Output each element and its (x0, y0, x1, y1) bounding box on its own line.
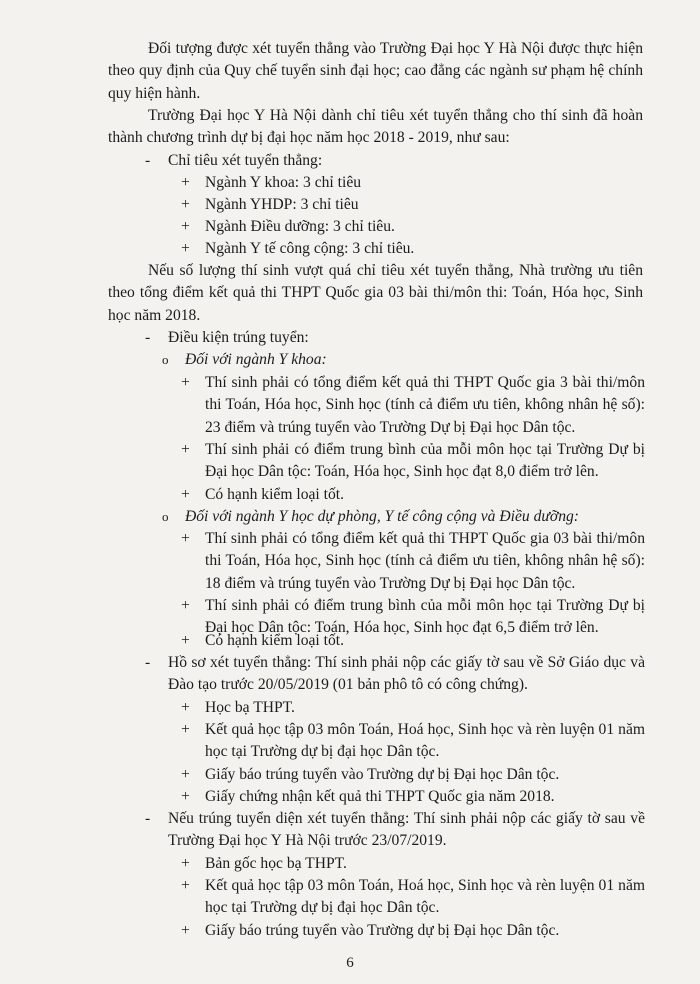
quota-item: Ngành Y tế công cộng: 3 chỉ tiêu. (205, 240, 415, 257)
plus-bullet: + (181, 721, 190, 738)
admitted-item: Bản gốc học bạ THPT. (205, 855, 347, 872)
plus-bullet: + (181, 788, 190, 805)
page-number: 6 (346, 955, 354, 971)
quota-heading: Chỉ tiêu xét tuyển thẳng: (168, 152, 323, 169)
dash-bullet: - (145, 810, 151, 827)
quota-item: Ngành Điều dưỡng: 3 chỉ tiêu. (205, 218, 395, 235)
condition-item: Thí sinh phải có điểm trung bình của mỗi môn học tại Trường Dự bị Đại học Dân tộc: Toán, Hóa học, Sinh học đạt 6,5 điểm trở lên. (205, 597, 645, 637)
priority-paragraph: Nếu số lượng thí sinh vượt quá chỉ tiêu xét tuyển thẳng, Nhà trường ưu tiên theo tổng điểm kết quả thi THPT Quốc gia 03 bài thi/môn thi: Toán, Hóa học, Sinh học năm 2018. (108, 262, 643, 324)
plus-bullet: + (181, 196, 190, 213)
condition-item: Thí sinh phải có tổng điểm kết quả thi THPT Quốc gia 03 bài thi/môn thi Toán, Hóa học, Sinh học (tính cả điểm ưu tiên, không nhân hệ số): 18 điểm và trúng tuyển vào Trường Dự bị Đại học Dân tộc. (205, 530, 645, 592)
dash-bullet: - (145, 152, 151, 169)
dossier-item: Kết quả học tập 03 môn Toán, Hoá học, Sinh học và rèn luyện 01 năm học tại Trường dự bị đại học Dân tộc. (205, 721, 645, 761)
plus-bullet: + (181, 218, 190, 235)
condition-item: Thí sinh phải có điểm trung bình của mỗi môn học tại Trường Dự bị Đại học Dân tộc: Toán, Hóa học, Sinh học đạt 8,0 điểm trở lên. (205, 441, 645, 481)
plus-bullet: + (181, 240, 190, 257)
group-b-title: Đối với ngành Y học dự phòng, Y tế công cộng và Điều dưỡng: (185, 508, 579, 525)
dossier-heading: Hồ sơ xét tuyển thẳng: Thí sinh phải nộp các giấy tờ sau về Sở Giáo dục và Đào tạo trước 20/05/2019 (01 bản phô tô có công chứng). (168, 654, 645, 694)
plus-bullet: + (181, 374, 190, 391)
condition-item: Có hạnh kiểm loại tốt. (205, 486, 345, 503)
group-a-title: Đối với ngành Y khoa: (185, 351, 327, 368)
plus-bullet: + (181, 877, 190, 894)
quota-intro-paragraph: Trường Đại học Y Hà Nội dành chỉ tiêu xét tuyển thẳng cho thí sinh đã hoàn thành chương trình dự bị đại học năm học 2018 - 2019, như sau: (108, 107, 643, 147)
plus-bullet: + (181, 922, 190, 939)
condition-item: Thí sinh phải có tổng điểm kết quả thi THPT Quốc gia 3 bài thi/môn thi Toán, Hóa học, Sinh học (tính cả điểm ưu tiên, không nhân hệ số): 23 điểm và trúng tuyển vào Trường Dự bị Đại học Dân tộc. (205, 374, 645, 436)
condition-item: Có hạnh kiểm loại tốt. (205, 632, 345, 649)
plus-bullet: + (181, 597, 190, 614)
plus-bullet: + (181, 699, 190, 716)
dossier-item: Giấy chứng nhận kết quả thi THPT Quốc gia năm 2018. (205, 788, 555, 805)
plus-bullet: + (181, 174, 190, 191)
dash-bullet: - (145, 654, 151, 671)
dossier-item: Giấy báo trúng tuyển vào Trường dự bị Đại học Dân tộc. (205, 766, 560, 783)
circle-bullet: o (162, 352, 169, 367)
plus-bullet: + (181, 486, 190, 503)
circle-bullet: o (162, 509, 169, 524)
quota-item: Ngành Y khoa: 3 chỉ tiêu (205, 174, 362, 191)
plus-bullet: + (181, 632, 190, 649)
admitted-item: Giấy báo trúng tuyển vào Trường dự bị Đại học Dân tộc. (205, 922, 560, 939)
plus-bullet: + (181, 855, 190, 872)
conditions-heading: Điều kiện trúng tuyển: (168, 329, 309, 346)
intro-paragraph: Đối tượng được xét tuyển thẳng vào Trường Đại học Y Hà Nội được thực hiện theo quy định của Quy chế tuyển sinh đại học; cao đẳng các ngành sư phạm hệ chính quy hiện hành. (108, 40, 643, 102)
plus-bullet: + (181, 530, 190, 547)
dossier-item: Học bạ THPT. (205, 699, 295, 716)
dash-bullet: - (145, 329, 151, 346)
admitted-item: Kết quả học tập 03 môn Toán, Hoá học, Sinh học và rèn luyện 01 năm học tại Trường dự bị đại học Dân tộc. (205, 877, 645, 917)
plus-bullet: + (181, 441, 190, 458)
admitted-heading: Nếu trúng tuyển diện xét tuyển thẳng: Thí sinh phải nộp các giấy tờ sau về Trường Đại học Y Hà Nội trước 23/07/2019. (168, 810, 645, 850)
quota-item: Ngành YHDP: 3 chỉ tiêu (205, 196, 359, 213)
plus-bullet: + (181, 766, 190, 783)
